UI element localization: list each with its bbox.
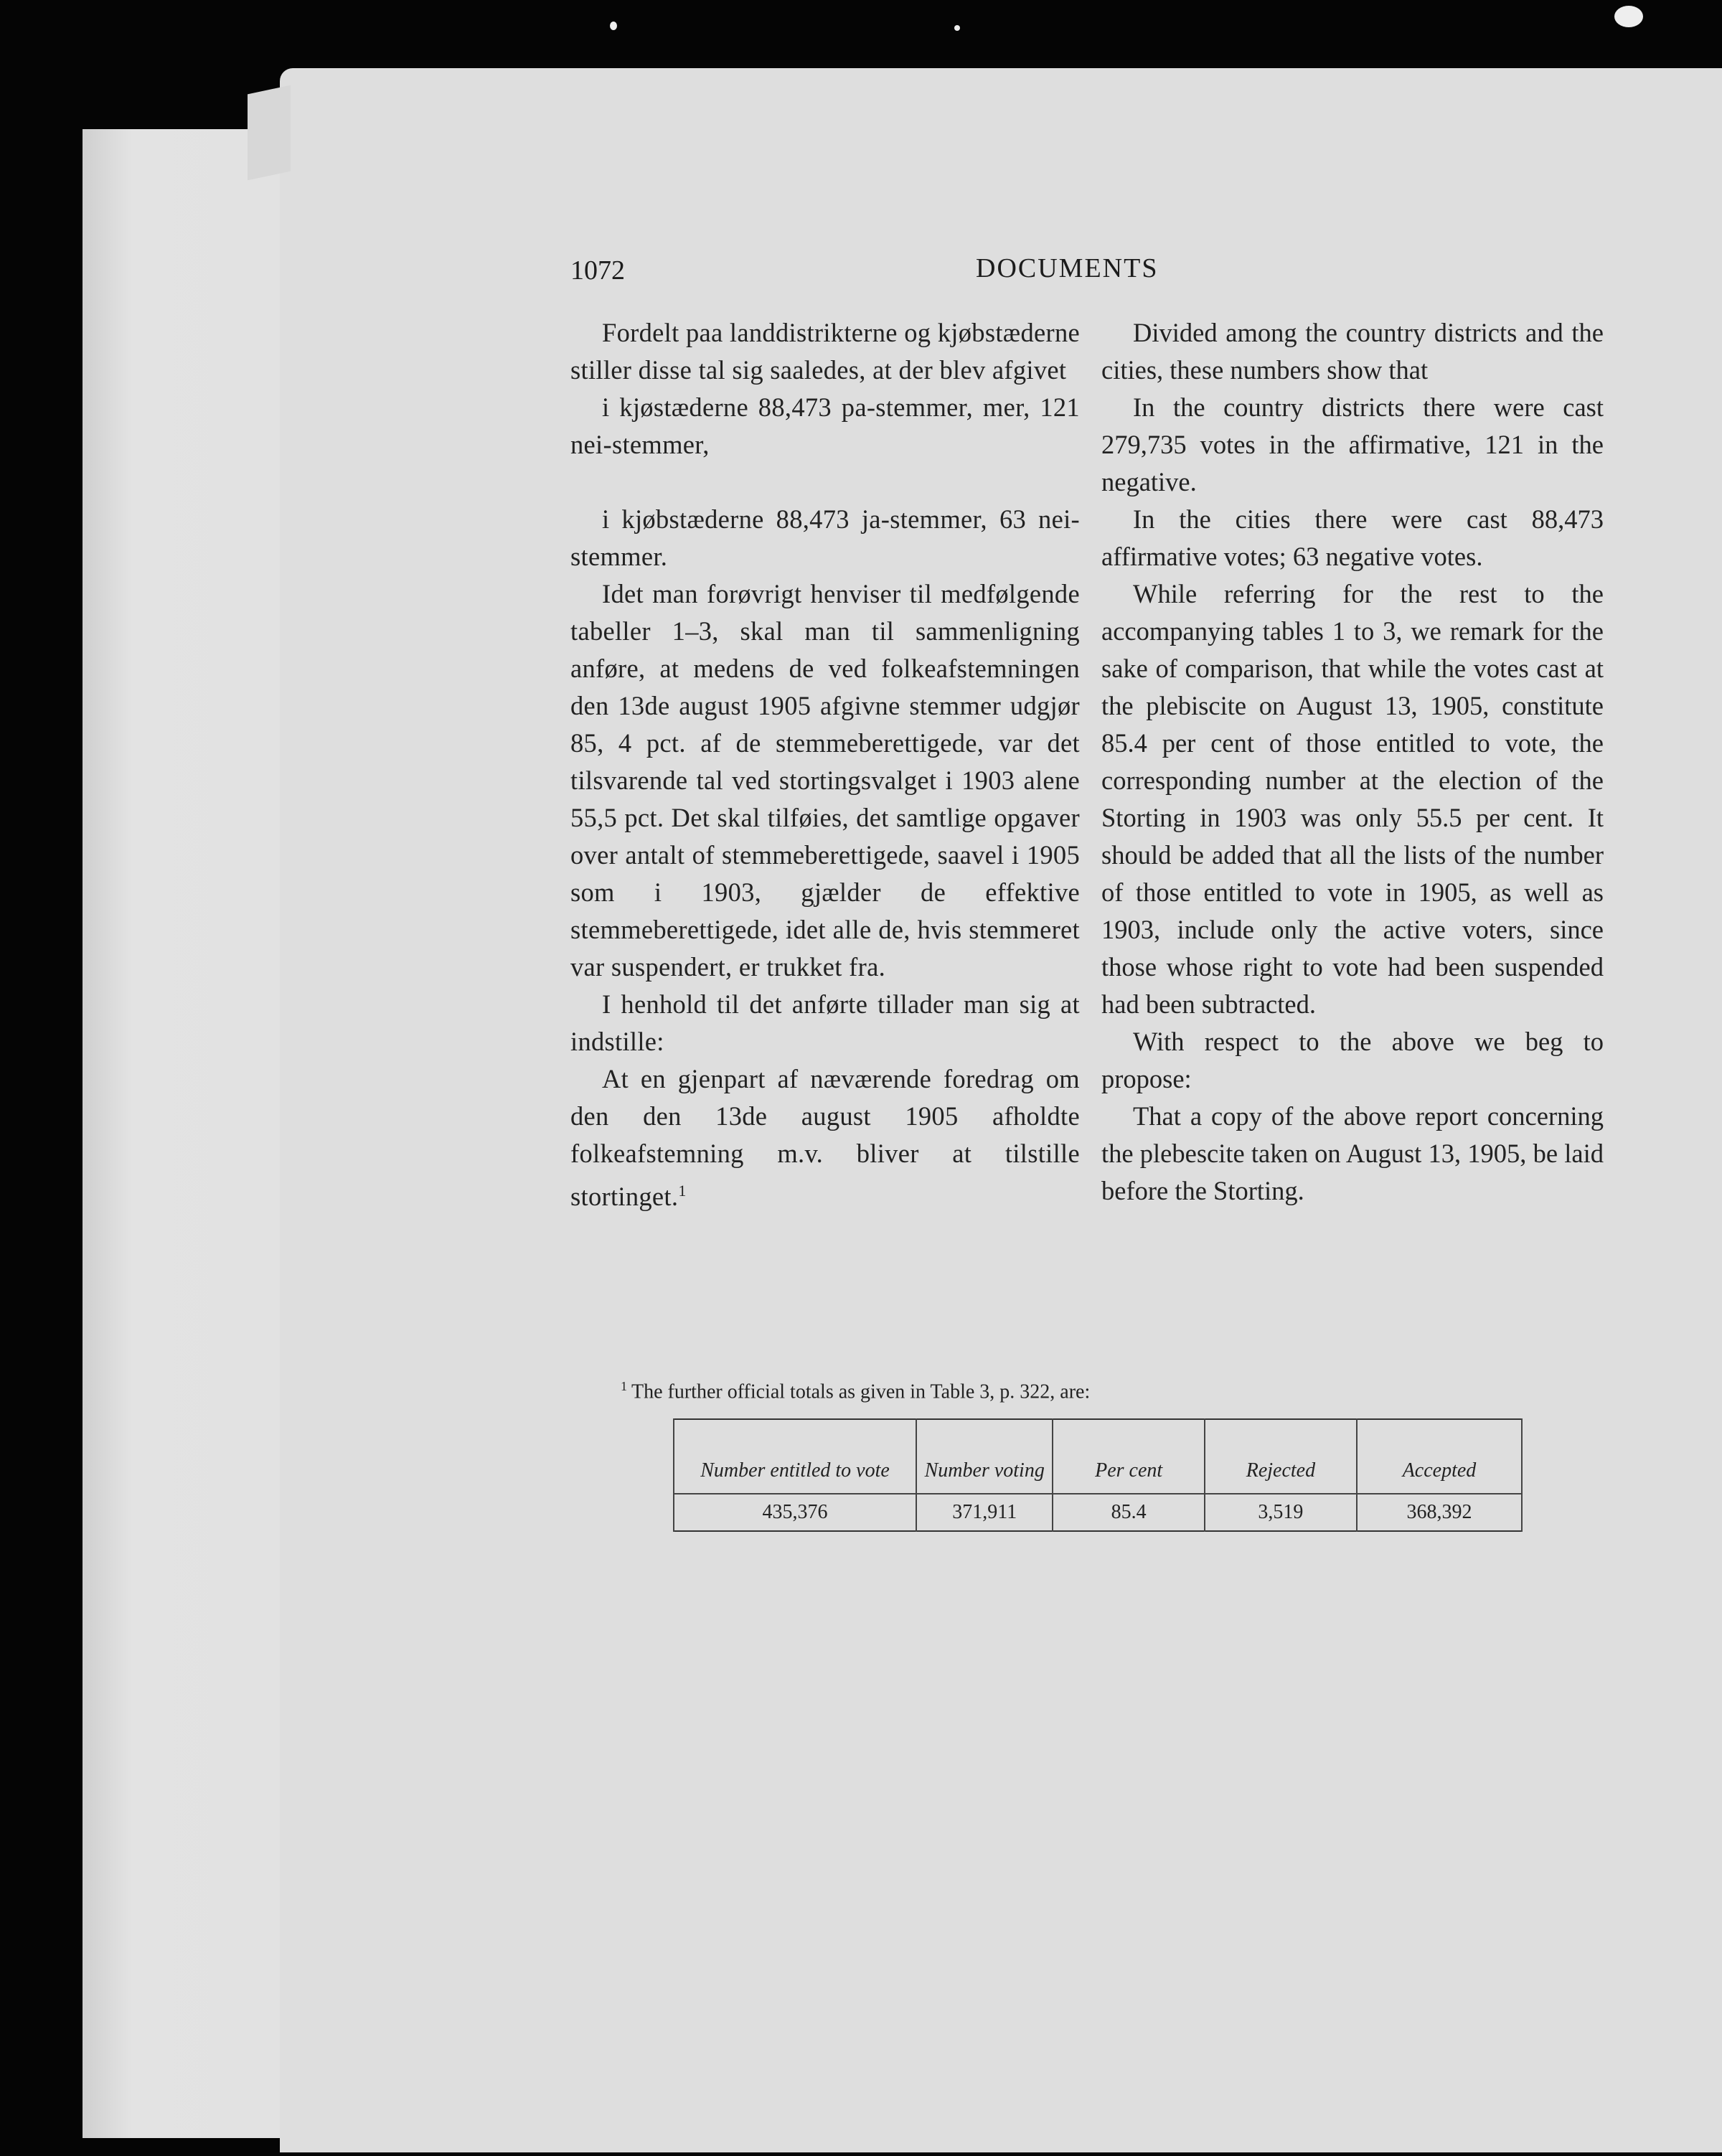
- footnote-marker: 1: [621, 1379, 627, 1393]
- table-cell: 3,519: [1205, 1494, 1357, 1531]
- table-row: [674, 1494, 1522, 1531]
- paragraph: While referring for the rest to the accompanying tables 1 to 3, we remark for the sake of comparison, that while the votes cast at the plebiscite on August 13, 1905, constitute 85.4 per cent of those entitled to vote, the corresponding number at the election of the Storting in 1903 was only 55.5 per cent. It should be added that all the lists of the number of those entitled to vote in 1905, as well as 1903, include only the active voters, since those whose right to vote had been suspended had been subtracted.: [1101, 579, 1604, 1019]
- paragraph: That a copy of the above report concerning the plebescite taken on August 13, 1905, be laid before the Storting.: [1101, 1101, 1604, 1205]
- scan-speck: [610, 22, 617, 30]
- column-header: Number voting: [916, 1419, 1053, 1494]
- table-cell: 371,911: [916, 1494, 1053, 1531]
- paragraph: In the cities there were cast 88,473 affirmative votes; 63 negative votes.: [1101, 504, 1604, 571]
- right-column-english: [1101, 314, 1604, 1210]
- footnote-text: The further official totals as given in Table 3, p. 322, are:: [631, 1380, 1091, 1403]
- footnote-marker: 1: [678, 1182, 687, 1200]
- paragraph: i kjøbstæderne 88,473 ja-stemmer, 63 nei-stemmer.: [570, 504, 1080, 571]
- column-header: Rejected: [1205, 1419, 1357, 1494]
- table-cell: 85.4: [1053, 1494, 1204, 1531]
- scan-speck: [954, 25, 960, 31]
- column-header: Number entitled to vote: [674, 1419, 916, 1494]
- paragraph: Idet man forøvrigt henviser til medfølgende tabeller 1–3, skal man til sammenligning anføre, at medens de ved folkeafstemningen den 13de august 1905 afgivne stemmer udgjør 85, 4 pct. af de stemmeberettigede, var det tilsvarende tal ved stortingsvalget i 1903 alene 55,5 pct. Det skal tilføies, det samtlige opgaver over antalt of stemmeberettigede, saavel i 1905 som i 1903, gjælder de effektive stemmeberettigede, idet alle de, hvis stemmeret var suspendert, er trukket fra.: [570, 579, 1080, 982]
- paragraph: In the country districts there were cast 279,735 votes in the affirmative, 121 in the negative.: [1101, 392, 1604, 496]
- table-cell: 368,392: [1357, 1494, 1522, 1531]
- table-header-row: [674, 1419, 1522, 1494]
- footnote: [621, 1379, 1090, 1403]
- scan-speck: [1614, 6, 1643, 27]
- paragraph: i kjøstæderne 88,473 pa-stemmer, mer, 121 nei-stemmer,: [570, 392, 1080, 459]
- paragraph: With respect to the above we beg to propose:: [1101, 1027, 1604, 1093]
- left-column-norwegian: [570, 314, 1080, 1215]
- paragraph-text: At en gjenpart af næværende foredrag om den den 13de august 1905 afholdte folkeafstemning m.v. bliver at tilstille stortinget.: [570, 1064, 1080, 1212]
- column-header: Per cent: [1053, 1419, 1204, 1494]
- column-header: Accepted: [1357, 1419, 1522, 1494]
- table-cell: 435,376: [674, 1494, 916, 1531]
- footnote-totals-table: [673, 1418, 1523, 1532]
- paragraph-with-footnote: [570, 1060, 1080, 1215]
- paragraph: I henhold til det anførte tillader man sig at indstille:: [570, 989, 1080, 1056]
- page-number: 1072: [570, 255, 625, 286]
- paragraph: Fordelt paa landdistrikterne og kjøbstæderne stiller disse tal sig saaledes, at der blev afgivet: [570, 318, 1080, 385]
- paragraph: Divided among the country districts and the cities, these numbers show that: [1101, 318, 1604, 385]
- running-head: DOCUMENTS: [976, 253, 1159, 283]
